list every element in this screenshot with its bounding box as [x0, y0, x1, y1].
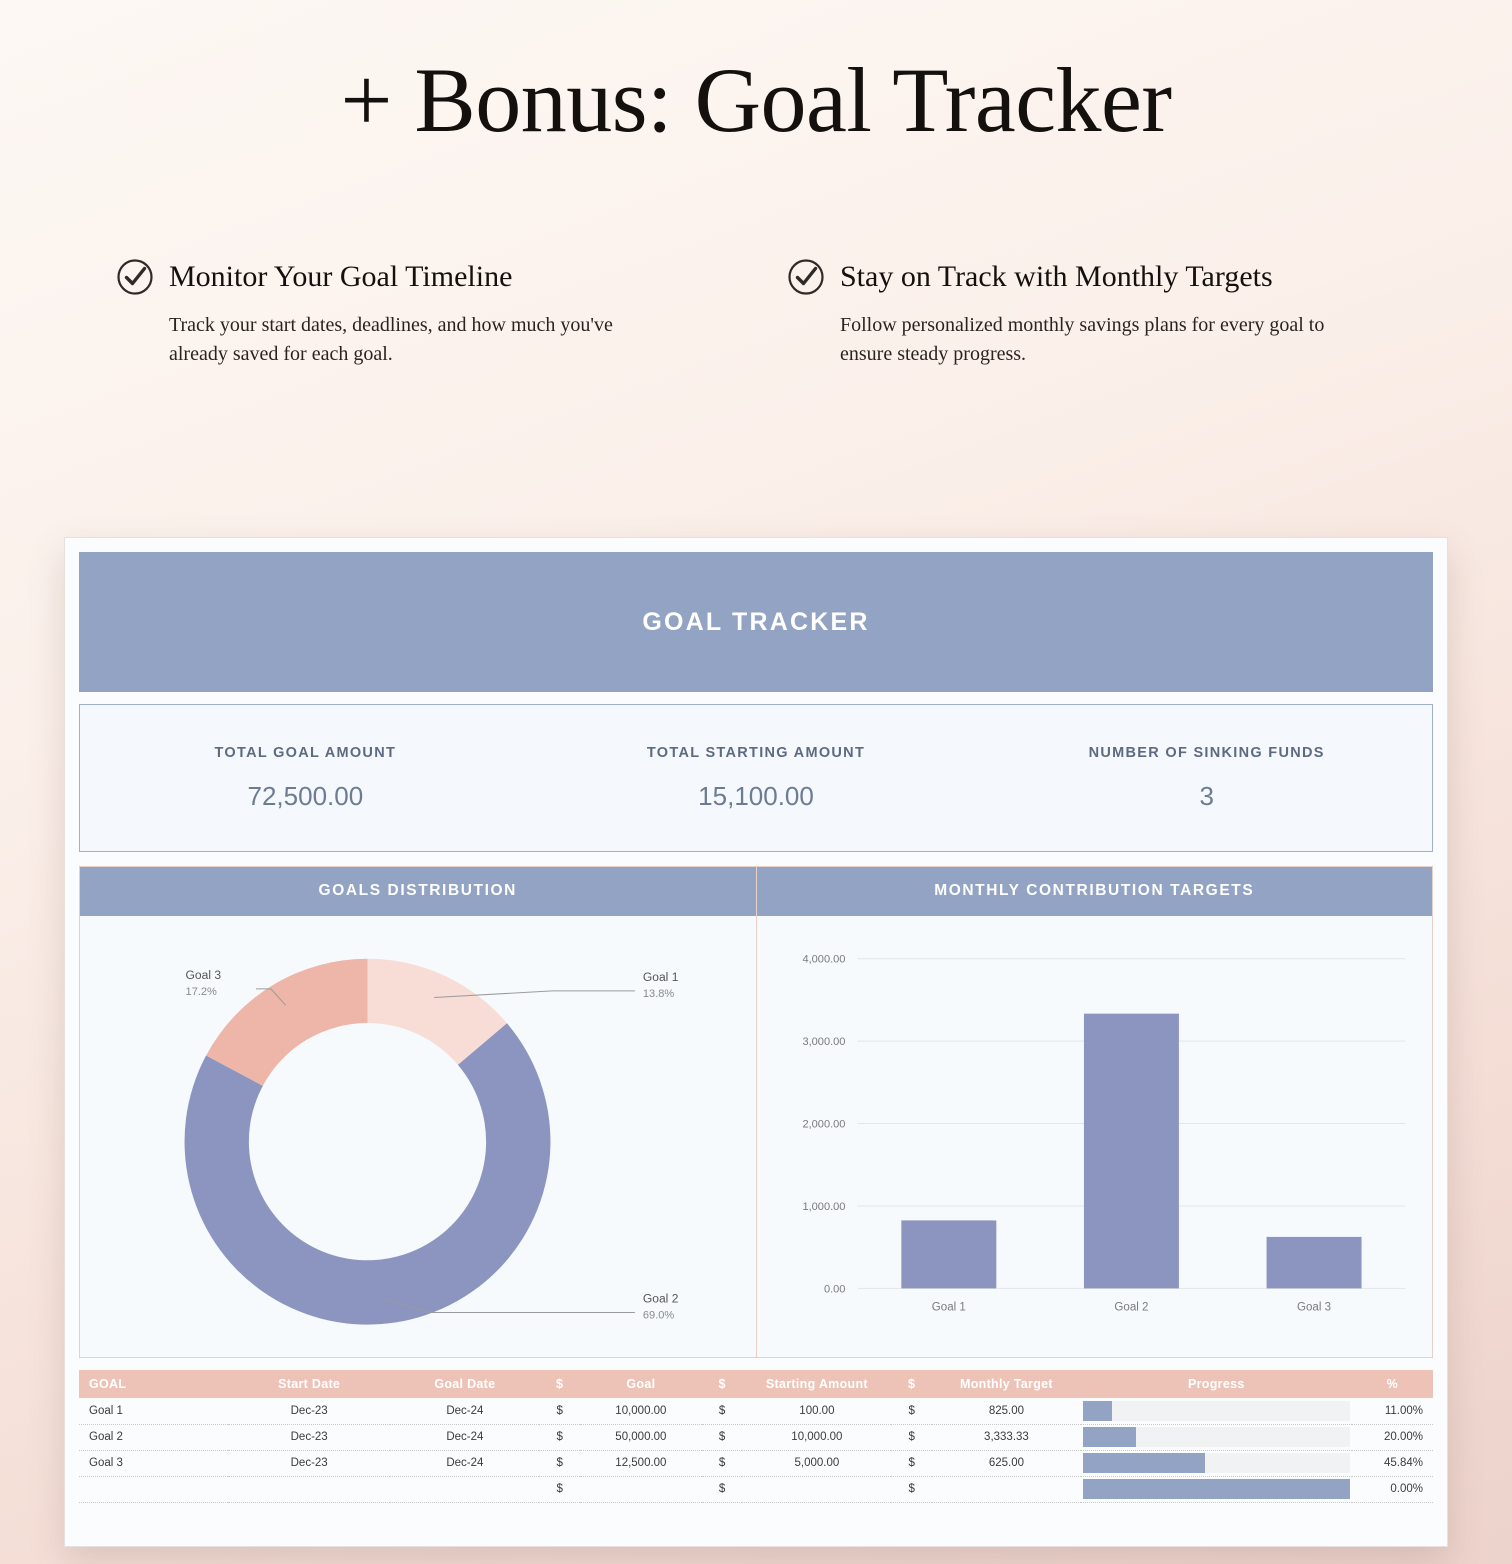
bar-3 — [1266, 1237, 1361, 1289]
donut-label-name-1: Goal 1 — [642, 969, 679, 984]
kpi-number-of-sinking-funds — [981, 705, 1432, 851]
x-axis-tick: Goal 2 — [1113, 1301, 1148, 1314]
goals-distribution-chart — [80, 916, 756, 1357]
cell-currency-3: $ — [891, 1450, 932, 1476]
th-goal: GOAL — [79, 1370, 228, 1398]
kpi-label: TOTAL GOAL AMOUNT — [214, 744, 397, 761]
th-goal-date: Goal Date — [390, 1370, 539, 1398]
cell-currency-3: $ — [891, 1398, 932, 1424]
cell-goal — [79, 1476, 228, 1502]
cell-percent: 20.00% — [1352, 1424, 1433, 1450]
bar-2 — [1083, 1013, 1178, 1288]
progress-bar-track — [1083, 1479, 1350, 1499]
cell-start-date: Dec-23 — [228, 1424, 390, 1450]
cell-goal-amount — [580, 1476, 702, 1502]
th-currency-3: $ — [891, 1370, 932, 1398]
cell-starting-amount: 5,000.00 — [742, 1450, 891, 1476]
feature-list — [0, 257, 1512, 369]
cell-currency-3: $ — [891, 1424, 932, 1450]
progress-bar-fill — [1083, 1427, 1136, 1447]
cell-currency-2: $ — [702, 1398, 743, 1424]
kpi-summary-row — [79, 704, 1433, 852]
cell-currency-1: $ — [539, 1398, 580, 1424]
feature-item-timeline — [115, 257, 726, 369]
cell-start-date — [228, 1476, 390, 1502]
sheet-banner: GOAL TRACKER — [79, 552, 1433, 692]
kpi-total-goal-amount — [80, 705, 531, 851]
kpi-total-starting-amount — [531, 705, 982, 851]
cell-goal-date: Dec-24 — [390, 1450, 539, 1476]
goal-table-wrap — [79, 1370, 1433, 1503]
cell-monthly-target: 625.00 — [932, 1450, 1081, 1476]
cell-goal: Goal 1 — [79, 1398, 228, 1424]
cell-goal: Goal 2 — [79, 1424, 228, 1450]
table-header-row — [79, 1370, 1433, 1398]
table-row — [79, 1424, 1433, 1450]
cell-currency-2: $ — [702, 1476, 743, 1502]
goal-table — [79, 1370, 1433, 1503]
th-starting-amount: Starting Amount — [742, 1370, 891, 1398]
kpi-value: 15,100.00 — [698, 780, 814, 811]
donut-label-value-3: 17.2% — [185, 985, 217, 998]
cell-monthly-target: 825.00 — [932, 1398, 1081, 1424]
progress-bar-fill — [1083, 1453, 1205, 1473]
cell-currency-1: $ — [539, 1450, 580, 1476]
progress-bar-fill — [1083, 1401, 1112, 1421]
y-axis-tick: 0.00 — [823, 1283, 845, 1296]
charts-row — [79, 866, 1433, 1358]
monthly-contribution-chart — [757, 916, 1433, 1357]
th-percent: % — [1352, 1370, 1433, 1398]
y-axis-tick: 4,000.00 — [801, 953, 845, 966]
cell-progress — [1081, 1450, 1352, 1476]
x-axis-tick: Goal 3 — [1296, 1301, 1331, 1314]
donut-label-name-2: Goal 2 — [642, 1291, 679, 1306]
cell-percent: 0.00% — [1352, 1476, 1433, 1502]
th-progress: Progress — [1081, 1370, 1352, 1398]
cell-percent: 45.84% — [1352, 1450, 1433, 1476]
table-body — [79, 1398, 1433, 1502]
th-start-date: Start Date — [228, 1370, 390, 1398]
cell-monthly-target: 3,333.33 — [932, 1424, 1081, 1450]
progress-bar-fill — [1083, 1479, 1350, 1499]
monthly-contribution-title: MONTHLY CONTRIBUTION TARGETS — [757, 867, 1433, 916]
feature-title: Monitor Your Goal Timeline — [169, 259, 513, 293]
cell-currency-2: $ — [702, 1450, 743, 1476]
bar-1 — [901, 1220, 996, 1288]
cell-starting-amount: 100.00 — [742, 1398, 891, 1424]
cell-start-date: Dec-23 — [228, 1450, 390, 1476]
table-row — [79, 1450, 1433, 1476]
cell-monthly-target — [932, 1476, 1081, 1502]
donut-label-value-1: 13.8% — [642, 987, 675, 1000]
goals-distribution-title: GOALS DISTRIBUTION — [80, 867, 756, 916]
y-axis-tick: 1,000.00 — [801, 1200, 845, 1213]
y-axis-tick: 3,000.00 — [801, 1035, 845, 1048]
cell-starting-amount: 10,000.00 — [742, 1424, 891, 1450]
monthly-contribution-panel — [756, 867, 1433, 1357]
feature-description: Follow personalized monthly savings plans for every goal to ensure steady progress. — [840, 313, 1325, 365]
th-goal-amount: Goal — [580, 1370, 702, 1398]
feature-header — [115, 257, 726, 297]
cell-starting-amount — [742, 1476, 891, 1502]
kpi-label: TOTAL STARTING AMOUNT — [646, 744, 866, 761]
table-row — [79, 1476, 1433, 1502]
feature-item-monthly-targets — [786, 257, 1397, 369]
donut-label-name-3: Goal 3 — [185, 967, 222, 982]
feature-header — [786, 257, 1397, 297]
feature-description: Track your start dates, deadlines, and how much you've already saved for each goal. — [169, 313, 613, 365]
cell-currency-1: $ — [539, 1476, 580, 1502]
th-currency-1: $ — [539, 1370, 580, 1398]
cell-percent: 11.00% — [1352, 1398, 1433, 1424]
progress-bar-track — [1083, 1401, 1350, 1421]
kpi-label: NUMBER OF SINKING FUNDS — [1088, 744, 1325, 761]
check-circle-icon — [115, 257, 155, 297]
cell-currency-2: $ — [702, 1424, 743, 1450]
cell-currency-1: $ — [539, 1424, 580, 1450]
cell-goal-amount: 50,000.00 — [580, 1424, 702, 1450]
page-title: + Bonus: Goal Tracker — [340, 49, 1172, 151]
th-currency-2: $ — [702, 1370, 743, 1398]
cell-currency-3: $ — [891, 1476, 932, 1502]
progress-bar-track — [1083, 1427, 1350, 1447]
cell-start-date: Dec-23 — [228, 1398, 390, 1424]
table-row — [79, 1398, 1433, 1424]
cell-goal-date: Dec-24 — [390, 1398, 539, 1424]
check-circle-icon — [786, 257, 826, 297]
kpi-value: 3 — [1199, 780, 1214, 811]
cell-progress — [1081, 1424, 1352, 1450]
kpi-value: 72,500.00 — [247, 780, 364, 811]
cell-goal-date — [390, 1476, 539, 1502]
goals-distribution-panel — [80, 867, 756, 1357]
cell-goal-date: Dec-24 — [390, 1424, 539, 1450]
goal-tracker-sheet — [64, 537, 1448, 1547]
y-axis-tick: 2,000.00 — [801, 1118, 845, 1131]
th-monthly-target: Monthly Target — [932, 1370, 1081, 1398]
cell-progress — [1081, 1476, 1352, 1502]
cell-goal-amount: 12,500.00 — [580, 1450, 702, 1476]
cell-goal-amount: 10,000.00 — [580, 1398, 702, 1424]
cell-progress — [1081, 1398, 1352, 1424]
donut-label-value-2: 69.0% — [642, 1309, 675, 1322]
donut-slice-3 — [206, 958, 367, 1085]
feature-title: Stay on Track with Monthly Targets — [840, 259, 1273, 293]
progress-bar-track — [1083, 1453, 1350, 1473]
cell-goal: Goal 3 — [79, 1450, 228, 1476]
x-axis-tick: Goal 1 — [931, 1301, 966, 1314]
